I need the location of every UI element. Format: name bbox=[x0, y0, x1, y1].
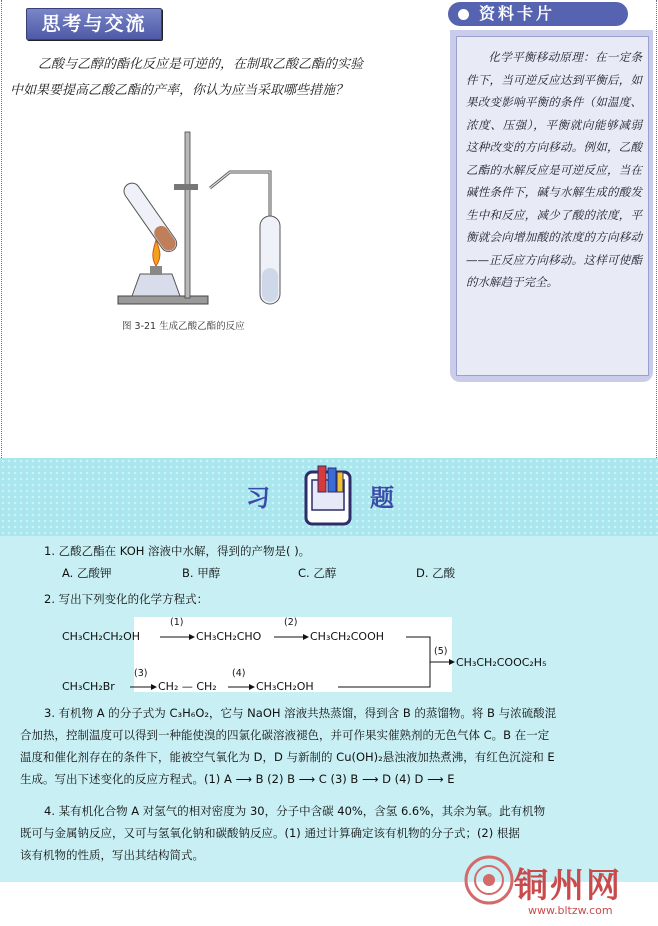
intro-question bbox=[10, 52, 430, 104]
step-4-label: (4) bbox=[232, 668, 246, 679]
q1-stem: 1. 乙酸乙酯在 KOH 溶液中水解，得到的产物是( )。 bbox=[44, 544, 311, 558]
step-5-label: (5) bbox=[434, 646, 448, 657]
q3-line-2: 合加热，控制温度可以得到一种能使溴的四氯化碳溶液褪色，并可作果实催熟剂的无色气体 C。B 在一定 bbox=[20, 728, 550, 742]
stand-rod bbox=[185, 132, 190, 298]
propanoic-acid-formula: CH₃CH₂COOH bbox=[310, 630, 384, 643]
ethanol-formula: CH₃CH₂OH bbox=[256, 680, 314, 693]
q1-option-a: A. 乙酸钾 bbox=[62, 566, 112, 580]
intro-line-2: 中如果要提高乙酸乙酯的产率，你认为应当采取哪些措施？ bbox=[10, 83, 349, 98]
reaction-test-tube bbox=[121, 180, 180, 255]
q4-line-1: 4. 某有机化合物 A 对氢气的相对密度为 30，分子中含碳 40%，含氢 6.6%，其余为氧。此有机物 bbox=[44, 804, 546, 818]
step-3-label: (3) bbox=[134, 668, 148, 679]
question-1 bbox=[20, 540, 642, 562]
q1-option-d: D. 乙酸 bbox=[416, 566, 456, 580]
watermark-name: 铜州网 bbox=[514, 866, 622, 906]
q4-line-2: 既可与金属钠反应，又可与氢氧化钠和碳酸钠反应。(1) 通过计算确定该有机物的分子式；(2) 根据 bbox=[20, 826, 520, 840]
watermark-seal-icon bbox=[463, 854, 515, 906]
alcohol-lamp bbox=[132, 274, 180, 296]
q2-stem: 2. 写出下列变化的化学方程式： bbox=[44, 592, 209, 606]
propanal-formula: CH₃CH₂CHO bbox=[196, 630, 262, 643]
exercise-title-right: 题 bbox=[370, 483, 394, 512]
data-card-title bbox=[448, 2, 628, 26]
step-2-label: (2) bbox=[284, 617, 298, 628]
watermark-url: www.bltzw.com bbox=[528, 904, 613, 917]
q3-line-3: 温度和催化剂存在的条件下，能被空气氧化为 D，D 与新制的 Cu(OH)₂悬浊液加热煮沸，有红色沉淀和 E bbox=[20, 750, 555, 764]
stand-base bbox=[118, 296, 208, 304]
question-4 bbox=[20, 800, 646, 866]
exercise-book-icon bbox=[298, 462, 358, 528]
page-border-right bbox=[656, 0, 657, 460]
collected-liquid bbox=[262, 268, 278, 302]
figure-caption: 图 3-21 生成乙酸乙酯的反应 bbox=[122, 321, 245, 332]
data-card-title-text: 资料卡片 bbox=[479, 4, 556, 23]
question-3 bbox=[20, 702, 646, 790]
exercise-title-left: 习 bbox=[246, 483, 270, 512]
data-card-body bbox=[466, 46, 642, 294]
page-border-left bbox=[1, 0, 2, 460]
ethene-formula: CH₂ — CH₂ bbox=[158, 680, 217, 693]
think-discuss-heading: 思考与交流 bbox=[26, 8, 162, 40]
ester-product-formula: CH₃CH₂COOC₂H₅ bbox=[456, 656, 547, 669]
propanol-formula: CH₃CH₂CH₂OH bbox=[62, 630, 141, 643]
data-card-body-text: 化学平衡移动原理：在一定条件下，当可逆反应达到平衡后，如果改变影响平衡的条件（如温度、浓度、压强），平衡就向能够减弱这种改变的方向移动。例如，乙酸乙酯的水解反应是可逆反应，当在碱性条件下，碱与水解生成的酸发生中和反应，减少了酸的浓度，平衡就会向增加酸的浓度的方向移动——正反应方向移动。这样可使酯的水解趋于完全。 bbox=[466, 50, 642, 289]
q3-line-4: 生成。写出下述变化的反应方程式。(1) A ⟶ B (2) B ⟶ C (3) B ⟶ D (4) D ⟶ E bbox=[20, 772, 455, 786]
bromoethane-formula: CH₃CH₂Br bbox=[62, 680, 115, 693]
q1-option-b: B. 甲醇 bbox=[182, 566, 221, 580]
step-1-label: (1) bbox=[170, 617, 184, 628]
q1-option-c: C. 乙醇 bbox=[298, 566, 337, 580]
bullet-icon bbox=[458, 9, 469, 20]
q3-line-1: 3. 有机物 A 的分子式为 C₃H₆O₂，它与 NaOH 溶液共热蒸馏，得到含 B 的蒸馏物。将 B 与浓硫酸混 bbox=[44, 706, 557, 720]
q4-line-3: 该有机物的性质，写出其结构简式。 bbox=[20, 848, 204, 862]
esterification-apparatus-illustration bbox=[110, 128, 310, 313]
lamp-wick-holder bbox=[150, 266, 162, 275]
intro-line-1: 乙酸与乙醇的酯化反应是可逆的，在制取乙酸乙酯的实验 bbox=[38, 57, 364, 72]
clamp bbox=[174, 184, 198, 190]
